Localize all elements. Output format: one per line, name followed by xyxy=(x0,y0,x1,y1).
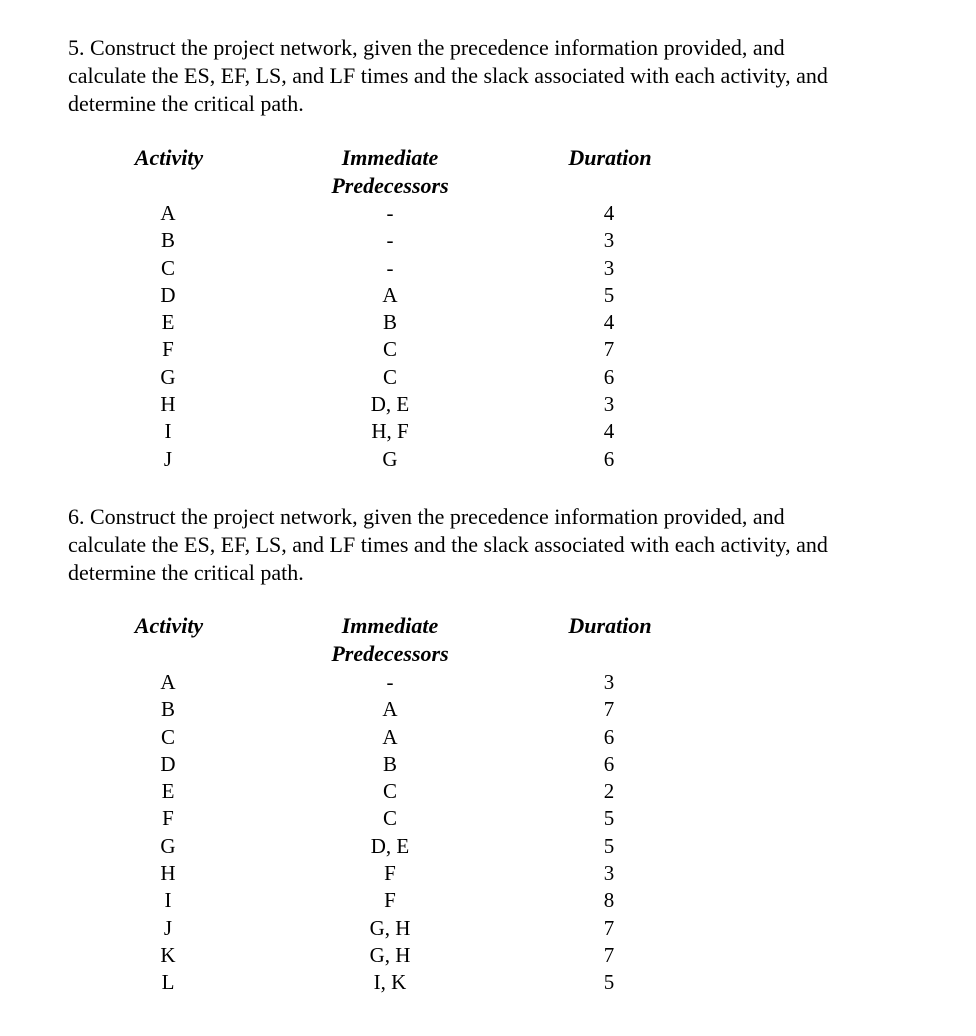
problem-6-predecessors-cell: - xyxy=(386,670,394,694)
problem-5-line-2: calculate the ES, EF, LS, and LF times and the slack associated with each activity, and xyxy=(68,63,828,88)
problem-6-text xyxy=(68,503,918,587)
problem-6-duration-cell: 6 xyxy=(603,724,615,749)
problem-5-text xyxy=(68,34,918,118)
problem-6-predecessors-cell: F xyxy=(384,861,396,886)
problem-6-duration-cell: 6 xyxy=(603,751,615,776)
problem-5-duration-cell: 3 xyxy=(603,392,615,417)
problem-6-predecessors-header-line-1: Immediate xyxy=(341,613,439,638)
problem-5-predecessors-cell: H, F xyxy=(371,419,409,444)
problem-6-duration-header: Duration xyxy=(568,613,652,638)
problem-6-duration-cell: 3 xyxy=(603,861,615,886)
problem-6-duration-column xyxy=(580,669,638,997)
problem-5-predecessors-cell: - xyxy=(386,255,394,280)
problem-6-duration-cell: 5 xyxy=(603,833,615,858)
problem-6-predecessors-cell: I, K xyxy=(373,970,407,995)
problem-6-line-2: calculate the ES, EF, LS, and LF times and the slack associated with each activity, and xyxy=(68,532,828,557)
problem-6-predecessors-header-line-2: Predecessors xyxy=(331,641,449,666)
problem-6-activity-cell: D xyxy=(160,751,176,776)
problem-5-predecessors-column xyxy=(340,200,440,473)
problem-6-predecessors-cell: B xyxy=(382,751,397,776)
problem-5-duration-cell: 4 xyxy=(603,201,615,225)
problem-5-duration-cell: 4 xyxy=(603,310,615,335)
problem-6-line-3: determine the critical path. xyxy=(68,560,304,585)
problem-6-line-1: 6. Construct the project network, given the precedence information provided, and xyxy=(68,504,785,529)
problem-5-activity-cell: A xyxy=(160,201,176,225)
problem-5-activity-header: Activity xyxy=(134,145,204,170)
problem-6-duration-cell: 8 xyxy=(603,888,615,913)
problem-6-predecessors-cell: D, E xyxy=(370,833,410,858)
problem-5-duration-cell: 4 xyxy=(603,419,615,444)
problem-5-duration-cell: 6 xyxy=(603,446,615,471)
problem-5-predecessors-cell: A xyxy=(382,282,398,307)
problem-6-activity-cell: K xyxy=(160,942,176,967)
problem-6-predecessors-cell: G, H xyxy=(369,915,411,940)
problem-5-line-1: 5. Construct the project network, given the precedence information provided, and xyxy=(68,35,785,60)
problem-5-predecessors-header-line-2: Predecessors xyxy=(331,173,449,198)
problem-5-duration-cell: 5 xyxy=(603,282,615,307)
problem-6-predecessors-header xyxy=(310,612,470,668)
problem-5-predecessors-cell: C xyxy=(382,337,397,362)
problem-5-duration-cell: 3 xyxy=(603,228,615,253)
problem-5-activity-cell: C xyxy=(160,255,175,280)
problem-5-duration-cell: 6 xyxy=(603,364,615,389)
problem-6-predecessors-cell: F xyxy=(384,888,396,913)
problem-6-duration-cell: 7 xyxy=(603,697,615,722)
problem-5-activity-cell: B xyxy=(160,228,175,253)
problem-5-activity-cell: G xyxy=(160,364,176,389)
problem-6-activity-column xyxy=(140,669,196,997)
problem-5-activity-cell: J xyxy=(163,446,173,471)
problem-5-duration-cell: 7 xyxy=(603,337,615,362)
problem-5-activity-cell: F xyxy=(162,337,174,362)
problem-6-activity-cell: E xyxy=(161,779,175,804)
problem-6-activity-cell: J xyxy=(163,915,173,940)
problem-6-duration-cell: 7 xyxy=(603,915,615,940)
problem-6-predecessors-cell: C xyxy=(382,779,397,804)
problem-6-predecessors-cell: G, H xyxy=(369,942,411,967)
problem-5-activity-cell: H xyxy=(160,392,176,417)
problem-6-activity-cell: L xyxy=(161,970,175,995)
problem-6-duration-cell: 2 xyxy=(603,779,615,804)
problem-5-activity-column xyxy=(140,200,196,473)
problem-6-activity-cell: C xyxy=(160,724,175,749)
problem-6-duration-cell: 5 xyxy=(603,970,615,995)
problem-6-predecessors-cell: A xyxy=(382,697,398,722)
problem-5-predecessors-header xyxy=(310,144,470,200)
problem-6-predecessors-cell: A xyxy=(382,724,398,749)
problem-5-predecessors-cell: D, E xyxy=(370,392,410,417)
problem-6-duration-cell: 5 xyxy=(603,806,615,831)
problem-6-activity-cell: F xyxy=(162,806,174,831)
problem-5-line-3: determine the critical path. xyxy=(68,91,304,116)
problem-6-activity-cell: I xyxy=(164,888,172,913)
problem-5-predecessors-cell: G xyxy=(382,446,398,471)
problem-5-activity-cell: I xyxy=(164,419,172,444)
problem-5-duration-column xyxy=(580,200,638,473)
problem-6-predecessors-cell: C xyxy=(382,806,397,831)
problem-5-predecessors-cell: C xyxy=(382,364,397,389)
problem-5-predecessors-cell: - xyxy=(386,201,394,225)
problem-5-activity-cell: D xyxy=(160,282,176,307)
problem-6-activity-header: Activity xyxy=(134,613,204,638)
problem-5-predecessors-header-line-1: Immediate xyxy=(341,145,439,170)
problem-6-activity-cell: H xyxy=(160,861,176,886)
problem-6-activity-cell: A xyxy=(160,670,176,694)
problem-5-activity-cell: E xyxy=(161,310,175,335)
problem-6-predecessors-column xyxy=(340,669,440,997)
problem-6-duration-cell: 7 xyxy=(603,942,615,967)
problem-6-activity-cell: B xyxy=(160,697,175,722)
problem-6-activity-cell: G xyxy=(160,833,176,858)
problem-5-duration-cell: 3 xyxy=(603,255,615,280)
problem-6-duration-cell: 3 xyxy=(603,670,615,694)
problem-5-duration-header: Duration xyxy=(568,145,652,170)
problem-5-predecessors-cell: B xyxy=(382,310,397,335)
problem-5-predecessors-cell: - xyxy=(386,228,394,253)
